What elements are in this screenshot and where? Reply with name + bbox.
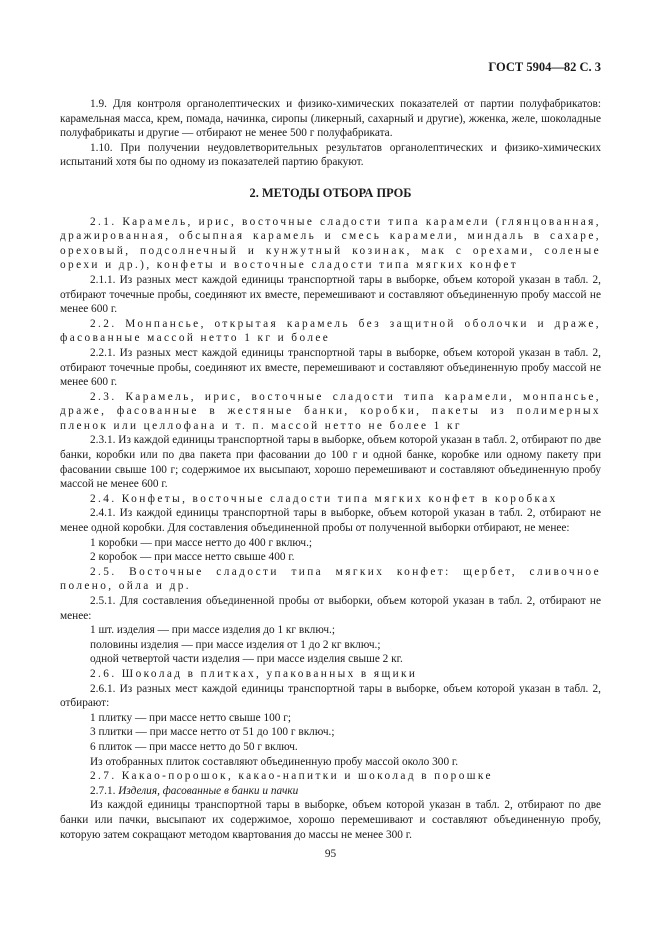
clause-number: 2.7.1.: [90, 784, 116, 797]
paragraph: 1.10. При получении неудовлетворительных результатов органолептических и физико-химических испытаний хотя бы по одному из показателей партию бракуют.: [60, 141, 601, 169]
subsection-heading: 2.7. Какао-порошок, какао-напитки и шоколад в порошке: [90, 770, 493, 783]
section-title: 2. МЕТОДЫ ОТБОРА ПРОБ: [249, 185, 412, 200]
list-item: 2 коробок — при массе нетто свыше 400 г.: [90, 551, 295, 564]
list-item: 1 шт. изделия — при массе изделия до 1 кг включ.;: [90, 624, 335, 637]
paragraph: 2.6.1. Из разных мест каждой единицы транспортной тары в выборке, объем которой указан в табл. 2, отбирают:: [60, 682, 601, 710]
paragraph: Из отобранных плиток составляют объединенную пробу массой около 300 г.: [90, 755, 459, 768]
list-item: 6 плиток — при массе нетто до 50 г включ.: [90, 740, 298, 753]
subsection-heading: 2.3. Карамель, ирис, восточные сладости типа карамели, монпансье, драже, фасованные в жестяные банки, коробки, пакеты из полимерных пленок или целлофана и т. п. массой нетто не более 1 кг: [60, 390, 601, 432]
page-header: ГОСТ 5904—82 С. 3: [488, 60, 601, 74]
paragraph: 2.1.1. Из разных мест каждой единицы транспортной тары в выборке, объем которой указан в табл. 2, отбирают точечные пробы, соединяют их вместе, перемешивают и составляют объединенную пробу массой не менее 600 г.: [60, 273, 601, 316]
subsection-heading: 2.2. Монпансье, открытая карамель без защитной оболочки и драже, фасованные массой нетто 1 кг и более: [60, 317, 601, 345]
paragraph: 2.5.1. Для составления объединенной пробы от выборки, объем которой указан в табл. 2, отбирают не менее:: [60, 595, 601, 622]
paragraph: Из каждой единицы транспортной тары в выборке, объем которой указан в табл. 2, отбирают по две банки или пачки, высыпают их содержимое, хорошо перемешивают и составляют объединенную пробу, которую затем сокращают методом квартования до массы не менее 300 г.: [60, 799, 601, 841]
list-item: 1 коробки — при массе нетто до 400 г включ.;: [90, 536, 313, 549]
list-item: 3 плитки — при массе нетто от 51 до 100 г включ.;: [90, 726, 335, 739]
paragraph: [60, 784, 601, 799]
paragraph: 2.2.1. Из разных мест каждой единицы транспортной тары в выборке, объем которой указан в табл. 2, отбирают точечные пробы, соединяют их вместе, перемешивают и составляют объединенную пробу массой не менее 600 г.: [60, 346, 601, 389]
paragraph: 2.3.1. Из каждой единицы транспортной тары в выборке, объем которой указан в табл. 2, отбирают по две банки, коробки или по два пакета при фасовании до 100 г и одной банке, коробке или одному пакету при фасовании свыше 100 г; содержимое их высыпают, хорошо перемешивают и составляют объединенную пробу массой не менее 600 г.: [60, 434, 601, 491]
paragraph: 2.4.1. Из каждой единицы транспортной тары в выборке, объем которой указан в табл. 2, отбирают не менее одной коробки. Для составления объединенной пробы от полученной выборки отбирают, не менее:: [60, 507, 601, 535]
paragraph: 1.9. Для контроля органолептических и физико-химических показателей от партии полуфабрикатов: карамельная масса, крем, помада, начинка, сиропы (ликерный, сахарный и другие), жженка, желе, шоколадные полуфабрикаты и другие — отбирают не менее 500 г полуфабриката.: [60, 98, 601, 140]
list-item: половины изделия — при массе изделия от 1 до 2 кг включ.;: [90, 638, 381, 651]
page-number: 95: [324, 848, 337, 860]
subsection-heading: 2.1. Карамель, ирис, восточные сладости типа карамели (глянцованная, дражированная, обсыпная карамель и смесь карамели, миндаль в сахаре, ореховый, подсолнечный и кунжутный козинак, мак с орехами, соленые орехи и др.), конфеты и восточные сладости типа мягких конфет: [60, 215, 601, 272]
document-body: [60, 97, 601, 842]
subsection-heading: 2.4. Конфеты, восточные сладости типа мягких конфет в коробках: [90, 492, 558, 505]
subsection-heading: 2.5. Восточные сладости типа мягких конфет: щербет, сливочное полено, ойла и др.: [60, 565, 601, 593]
subsection-heading: 2.6. Шоколад в плитках, упакованных в ящики: [90, 667, 418, 680]
italic-subheading: Изделия, фасованные в банки и пачки: [118, 784, 299, 797]
list-item: 1 плитку — при массе нетто свыше 100 г;: [90, 711, 291, 724]
list-item: одной четвертой части изделия — при массе изделия свыше 2 кг.: [90, 653, 403, 666]
